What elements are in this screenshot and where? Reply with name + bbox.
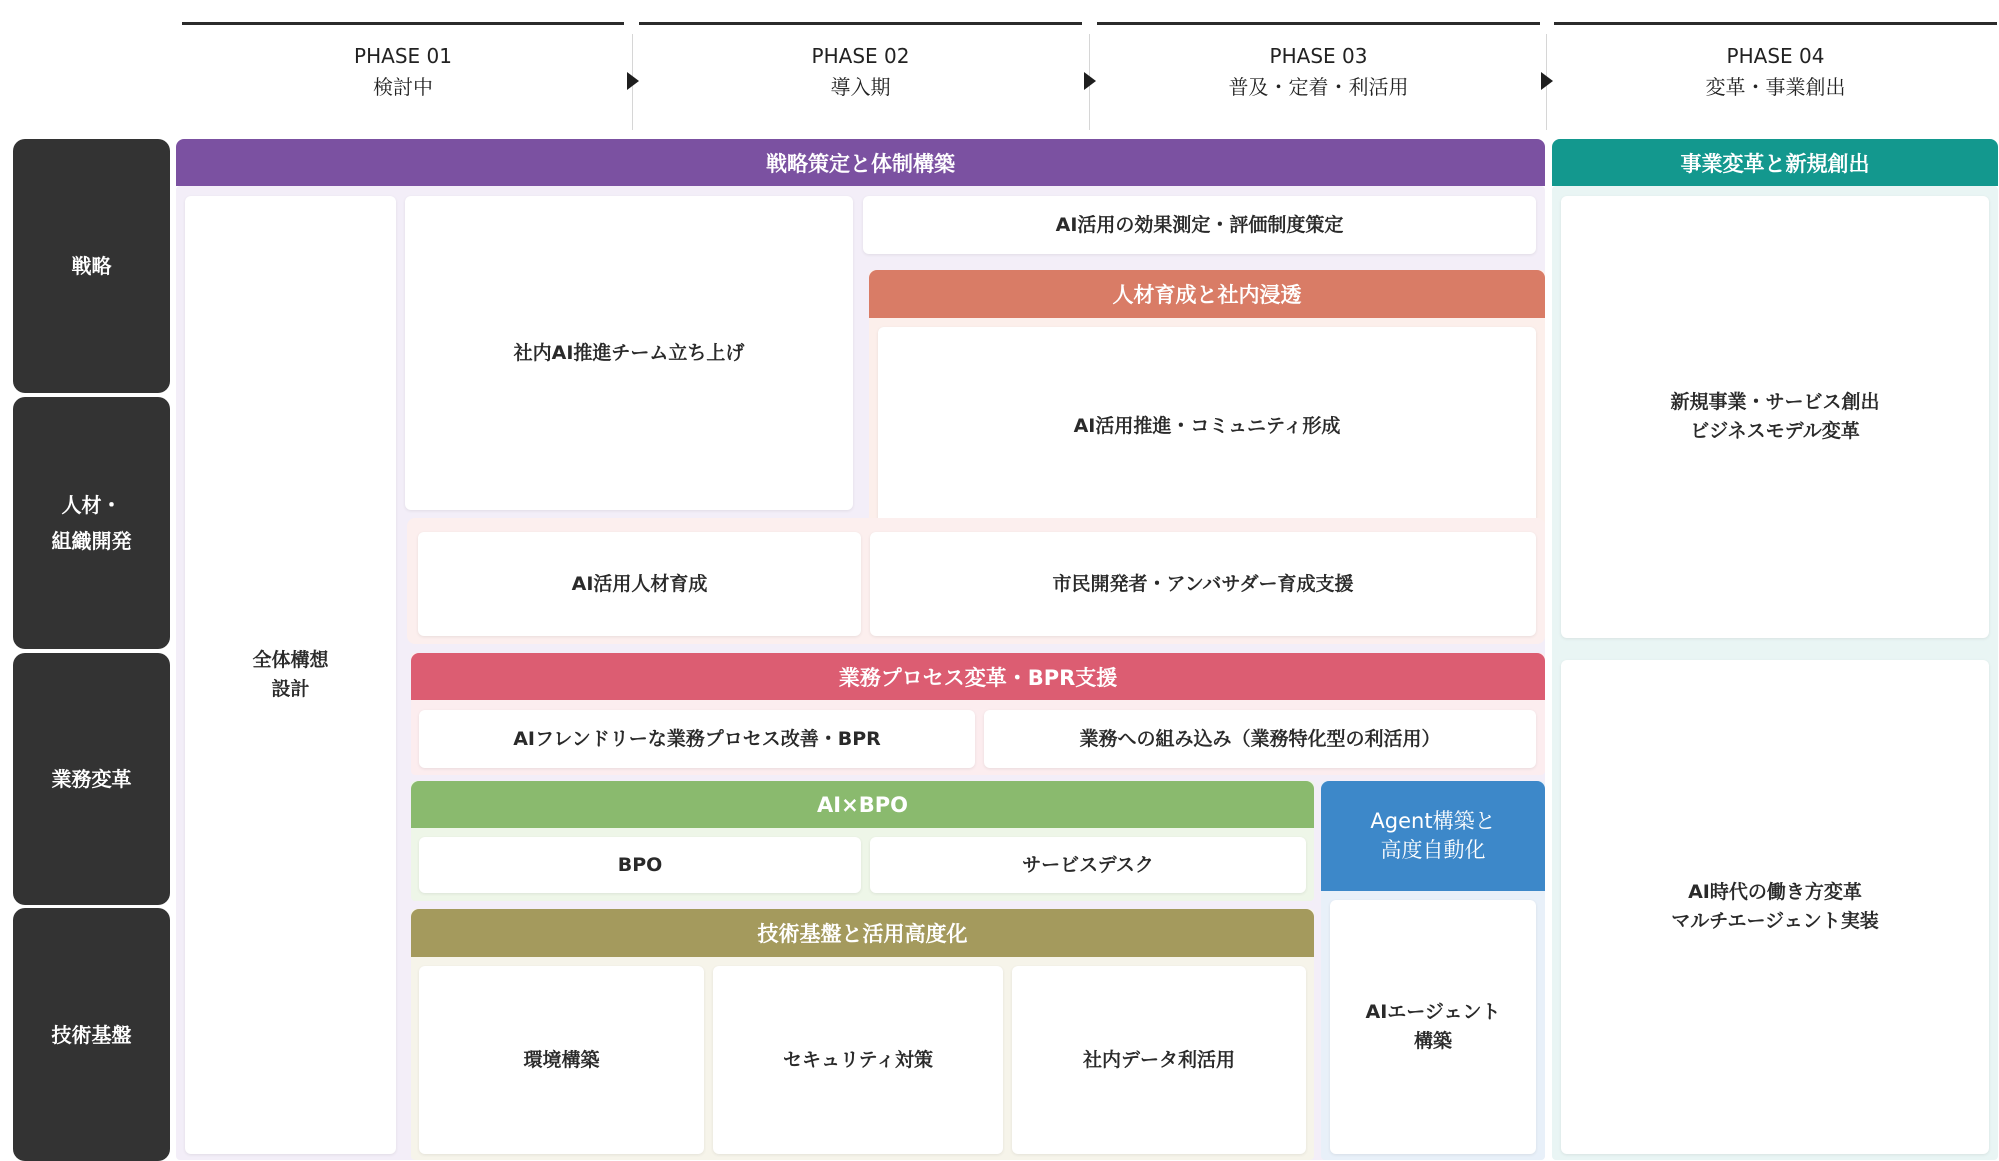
card-embed: 業務への組み込み（業務特化型の利活用） — [984, 710, 1536, 768]
card-team-launch: 社内AI推進チーム立ち上げ — [405, 196, 853, 510]
card-ai-friendly-bpr: AIフレンドリーな業務プロセス改善・BPR — [419, 710, 975, 768]
phase-label: PHASE 02 — [811, 44, 910, 68]
card-effect-measure: AI活用の効果測定・評価制度策定 — [863, 196, 1536, 254]
phase-sub: 普及・定着・利活用 — [1228, 75, 1409, 99]
phase-03-line — [1097, 22, 1540, 25]
ai-bpo-band: AI×BPO — [411, 781, 1314, 828]
phase-sub: 変革・事業創出 — [1705, 75, 1846, 99]
card-bpo: BPO — [419, 837, 861, 893]
phase-04 — [1554, 41, 1997, 103]
phase-sub: 導入期 — [830, 75, 891, 99]
strategy-band: 戦略策定と体制構築 — [176, 139, 1545, 186]
card-community: AI活用推進・コミュニティ形成 — [878, 327, 1536, 525]
bpr-band: 業務プロセス変革・BPR支援 — [411, 653, 1545, 700]
row-label-tech: 技術基盤 — [13, 908, 170, 1161]
row-label-strategy: 戦略 — [13, 139, 170, 393]
card-citizen-dev: 市民開発者・アンバサダー育成支援 — [870, 532, 1536, 636]
phase-sub: 検討中 — [373, 75, 433, 99]
card-overall-design: 全体構想 設計 — [185, 196, 396, 1154]
card-security: セキュリティ対策 — [713, 966, 1003, 1154]
phase-label: PHASE 03 — [1269, 44, 1368, 68]
talent-band: 人材育成と社内浸透 — [869, 270, 1545, 318]
card-talent-dev: AI活用人材育成 — [418, 532, 861, 636]
card-service-desk: サービスデスク — [870, 837, 1306, 893]
card-data-use: 社内データ利活用 — [1012, 966, 1306, 1154]
phase-arrow-icon — [1541, 72, 1553, 90]
phase-02-line — [639, 22, 1082, 25]
phase-arrow-icon — [1084, 72, 1096, 90]
phase-03 — [1097, 41, 1540, 103]
row-label-business: 業務変革 — [13, 653, 170, 905]
phase-04-line — [1554, 22, 1997, 25]
card-ai-agent: AIエージェント 構築 — [1330, 900, 1536, 1154]
card-new-business: 新規事業・サービス創出 ビジネスモデル変革 — [1561, 196, 1989, 638]
row-label-talent: 人材・ 組織開発 — [13, 397, 170, 649]
tech-band: 技術基盤と活用高度化 — [411, 909, 1314, 957]
business-transformation-band: 事業変革と新規創出 — [1552, 139, 1998, 186]
phase-label: PHASE 01 — [354, 44, 452, 68]
phase-arrow-icon — [627, 72, 639, 90]
card-env-build: 環境構築 — [419, 966, 704, 1154]
phase-label: PHASE 04 — [1726, 44, 1825, 68]
agent-band: Agent構築と 高度自動化 — [1321, 781, 1545, 891]
card-work-style: AI時代の働き方変革 マルチエージェント実装 — [1561, 660, 1989, 1154]
phase-01 — [182, 41, 624, 103]
phase-02 — [639, 41, 1082, 103]
phase-01-line — [182, 22, 624, 25]
